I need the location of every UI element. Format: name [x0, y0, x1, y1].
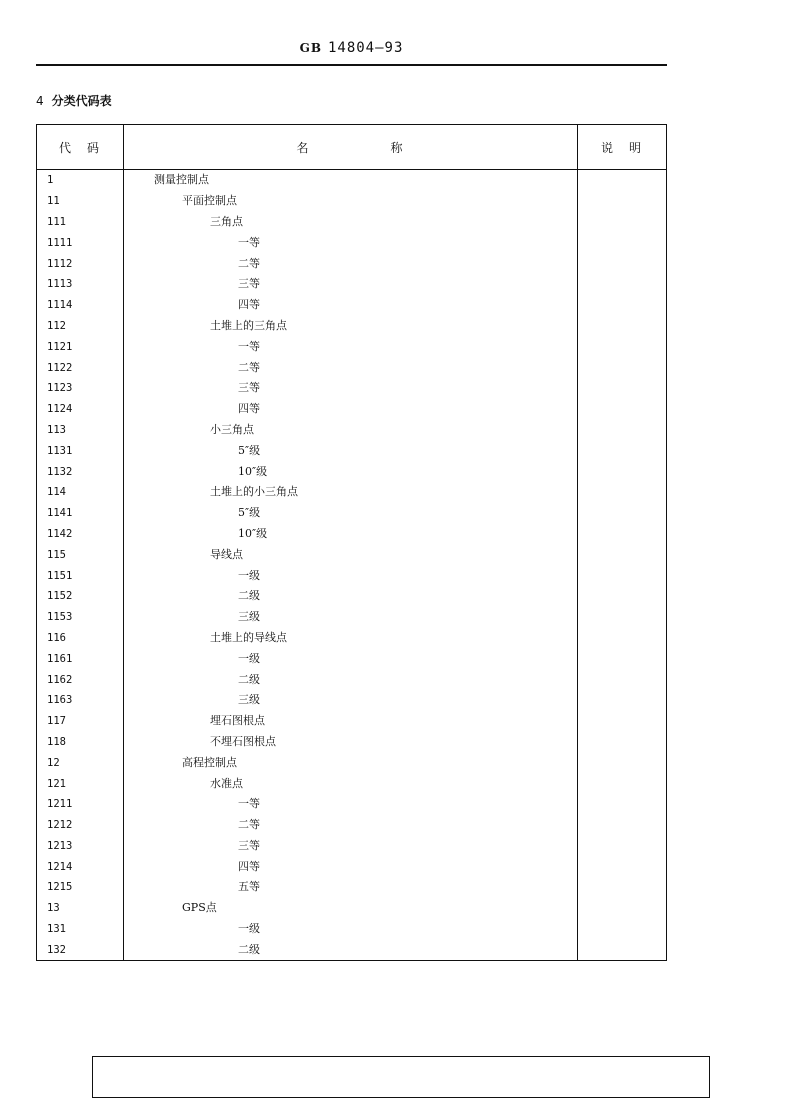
column-header-code: 代 码 [37, 125, 124, 170]
row-code: 1132 [37, 461, 124, 482]
row-code: 1213 [37, 836, 124, 857]
header-rule [36, 64, 667, 66]
row-name: 二等 [124, 253, 578, 274]
row-code: 1161 [37, 648, 124, 669]
row-code: 1215 [37, 877, 124, 898]
row-code: 1152 [37, 586, 124, 607]
row-code: 1162 [37, 669, 124, 690]
row-note [578, 669, 667, 690]
row-code: 131 [37, 919, 124, 940]
row-note [578, 420, 667, 441]
table-row [37, 524, 667, 545]
row-note [578, 544, 667, 565]
table-row [37, 316, 667, 337]
table-row [37, 482, 667, 503]
row-code: 132 [37, 939, 124, 960]
row-note [578, 357, 667, 378]
row-name: 5″级 [124, 440, 578, 461]
table-row [37, 503, 667, 524]
row-note [578, 752, 667, 773]
row-name: 平面控制点 [124, 191, 578, 212]
table-row [37, 253, 667, 274]
row-name: 二等 [124, 815, 578, 836]
table-row [37, 773, 667, 794]
row-note [578, 191, 667, 212]
row-note [578, 877, 667, 898]
row-name: 一等 [124, 794, 578, 815]
table-row [37, 732, 667, 753]
row-name: 一级 [124, 919, 578, 940]
table-row [37, 607, 667, 628]
row-code: 111 [37, 212, 124, 233]
row-code: 1112 [37, 253, 124, 274]
row-code: 1153 [37, 607, 124, 628]
row-name: 三级 [124, 690, 578, 711]
row-code: 1212 [37, 815, 124, 836]
row-name: 高程控制点 [124, 752, 578, 773]
column-header-name: 名 称 [124, 125, 578, 170]
row-note [578, 690, 667, 711]
section-title: 分类代码表 [51, 94, 112, 108]
table-row [37, 461, 667, 482]
row-note [578, 503, 667, 524]
table-row [37, 836, 667, 857]
row-note [578, 482, 667, 503]
row-note [578, 607, 667, 628]
row-note [578, 461, 667, 482]
row-name: 三等 [124, 378, 578, 399]
table-row [37, 752, 667, 773]
classification-code-table [36, 124, 667, 961]
row-name: 四等 [124, 399, 578, 420]
row-name: 一等 [124, 232, 578, 253]
table-row [37, 440, 667, 461]
row-note [578, 274, 667, 295]
table-row [37, 170, 667, 191]
row-note [578, 648, 667, 669]
table-row [37, 586, 667, 607]
table-row [37, 711, 667, 732]
row-name: 三等 [124, 836, 578, 857]
row-note [578, 399, 667, 420]
row-note [578, 253, 667, 274]
row-note [578, 898, 667, 919]
row-name: 土堆上的三角点 [124, 316, 578, 337]
row-name: 10″级 [124, 461, 578, 482]
table-row [37, 378, 667, 399]
row-name: 测量控制点 [124, 170, 578, 191]
bottom-frame [92, 1056, 710, 1098]
row-note [578, 565, 667, 586]
row-code: 1124 [37, 399, 124, 420]
row-code: 12 [37, 752, 124, 773]
row-code: 112 [37, 316, 124, 337]
row-note [578, 856, 667, 877]
row-name: 一级 [124, 648, 578, 669]
row-name: 四等 [124, 856, 578, 877]
row-code: 1151 [37, 565, 124, 586]
row-note [578, 919, 667, 940]
row-code: 116 [37, 628, 124, 649]
table-row [37, 191, 667, 212]
row-note [578, 440, 667, 461]
row-note [578, 336, 667, 357]
row-name: 土堆上的导线点 [124, 628, 578, 649]
table-row [37, 898, 667, 919]
row-code: 1131 [37, 440, 124, 461]
row-name: 一等 [124, 336, 578, 357]
page-header [36, 40, 667, 56]
table-row [37, 544, 667, 565]
table-row [37, 420, 667, 441]
table-row [37, 794, 667, 815]
table-row [37, 212, 667, 233]
row-note [578, 794, 667, 815]
table-row [37, 648, 667, 669]
standard-number: 14804—93 [327, 40, 404, 56]
table-row [37, 336, 667, 357]
table-row [37, 399, 667, 420]
row-name: 四等 [124, 295, 578, 316]
table-body [37, 170, 667, 961]
row-name: 五等 [124, 877, 578, 898]
row-code: 1141 [37, 503, 124, 524]
table-row [37, 815, 667, 836]
row-note [578, 773, 667, 794]
row-name: 5″级 [124, 503, 578, 524]
row-name: 三角点 [124, 212, 578, 233]
row-name: 埋石图根点 [124, 711, 578, 732]
standard-prefix: GB [299, 41, 322, 55]
row-name: 一级 [124, 565, 578, 586]
row-code: 115 [37, 544, 124, 565]
column-header-note: 说 明 [578, 125, 667, 170]
table-row [37, 274, 667, 295]
row-code: 1 [37, 170, 124, 191]
row-name: 土堆上的小三角点 [124, 482, 578, 503]
row-name: 三等 [124, 274, 578, 295]
row-name: 二级 [124, 939, 578, 960]
row-code: 1211 [37, 794, 124, 815]
table-row [37, 669, 667, 690]
row-code: 118 [37, 732, 124, 753]
table-header-row [37, 125, 667, 170]
row-name: 水准点 [124, 773, 578, 794]
row-note [578, 316, 667, 337]
table-row [37, 295, 667, 316]
row-code: 114 [37, 482, 124, 503]
row-note [578, 524, 667, 545]
row-code: 1214 [37, 856, 124, 877]
row-code: 1111 [37, 232, 124, 253]
row-note [578, 232, 667, 253]
row-code: 1142 [37, 524, 124, 545]
section-number: 4 [36, 94, 44, 108]
row-name: 二等 [124, 357, 578, 378]
row-name: 三级 [124, 607, 578, 628]
row-code: 1121 [37, 336, 124, 357]
row-name: 导线点 [124, 544, 578, 565]
table-row [37, 877, 667, 898]
row-note [578, 212, 667, 233]
row-code: 121 [37, 773, 124, 794]
section-heading [36, 92, 112, 109]
table-row [37, 232, 667, 253]
row-code: 13 [37, 898, 124, 919]
row-note [578, 732, 667, 753]
table-row [37, 919, 667, 940]
row-note [578, 815, 667, 836]
row-code: 11 [37, 191, 124, 212]
row-code: 117 [37, 711, 124, 732]
row-note [578, 939, 667, 960]
row-name: 二级 [124, 669, 578, 690]
row-name: 10″级 [124, 524, 578, 545]
row-note [578, 711, 667, 732]
row-note [578, 170, 667, 191]
table-row [37, 856, 667, 877]
row-code: 1163 [37, 690, 124, 711]
table-row [37, 357, 667, 378]
table-row [37, 690, 667, 711]
row-code: 113 [37, 420, 124, 441]
row-code: 1122 [37, 357, 124, 378]
row-note [578, 295, 667, 316]
row-code: 1123 [37, 378, 124, 399]
row-name: 小三角点 [124, 420, 578, 441]
row-name: 不埋石图根点 [124, 732, 578, 753]
row-name: GPS点 [124, 898, 578, 919]
table-row [37, 565, 667, 586]
table-row [37, 628, 667, 649]
row-name: 二级 [124, 586, 578, 607]
row-note [578, 378, 667, 399]
row-note [578, 628, 667, 649]
row-note [578, 836, 667, 857]
table-row [37, 939, 667, 960]
row-note [578, 586, 667, 607]
row-code: 1113 [37, 274, 124, 295]
row-code: 1114 [37, 295, 124, 316]
